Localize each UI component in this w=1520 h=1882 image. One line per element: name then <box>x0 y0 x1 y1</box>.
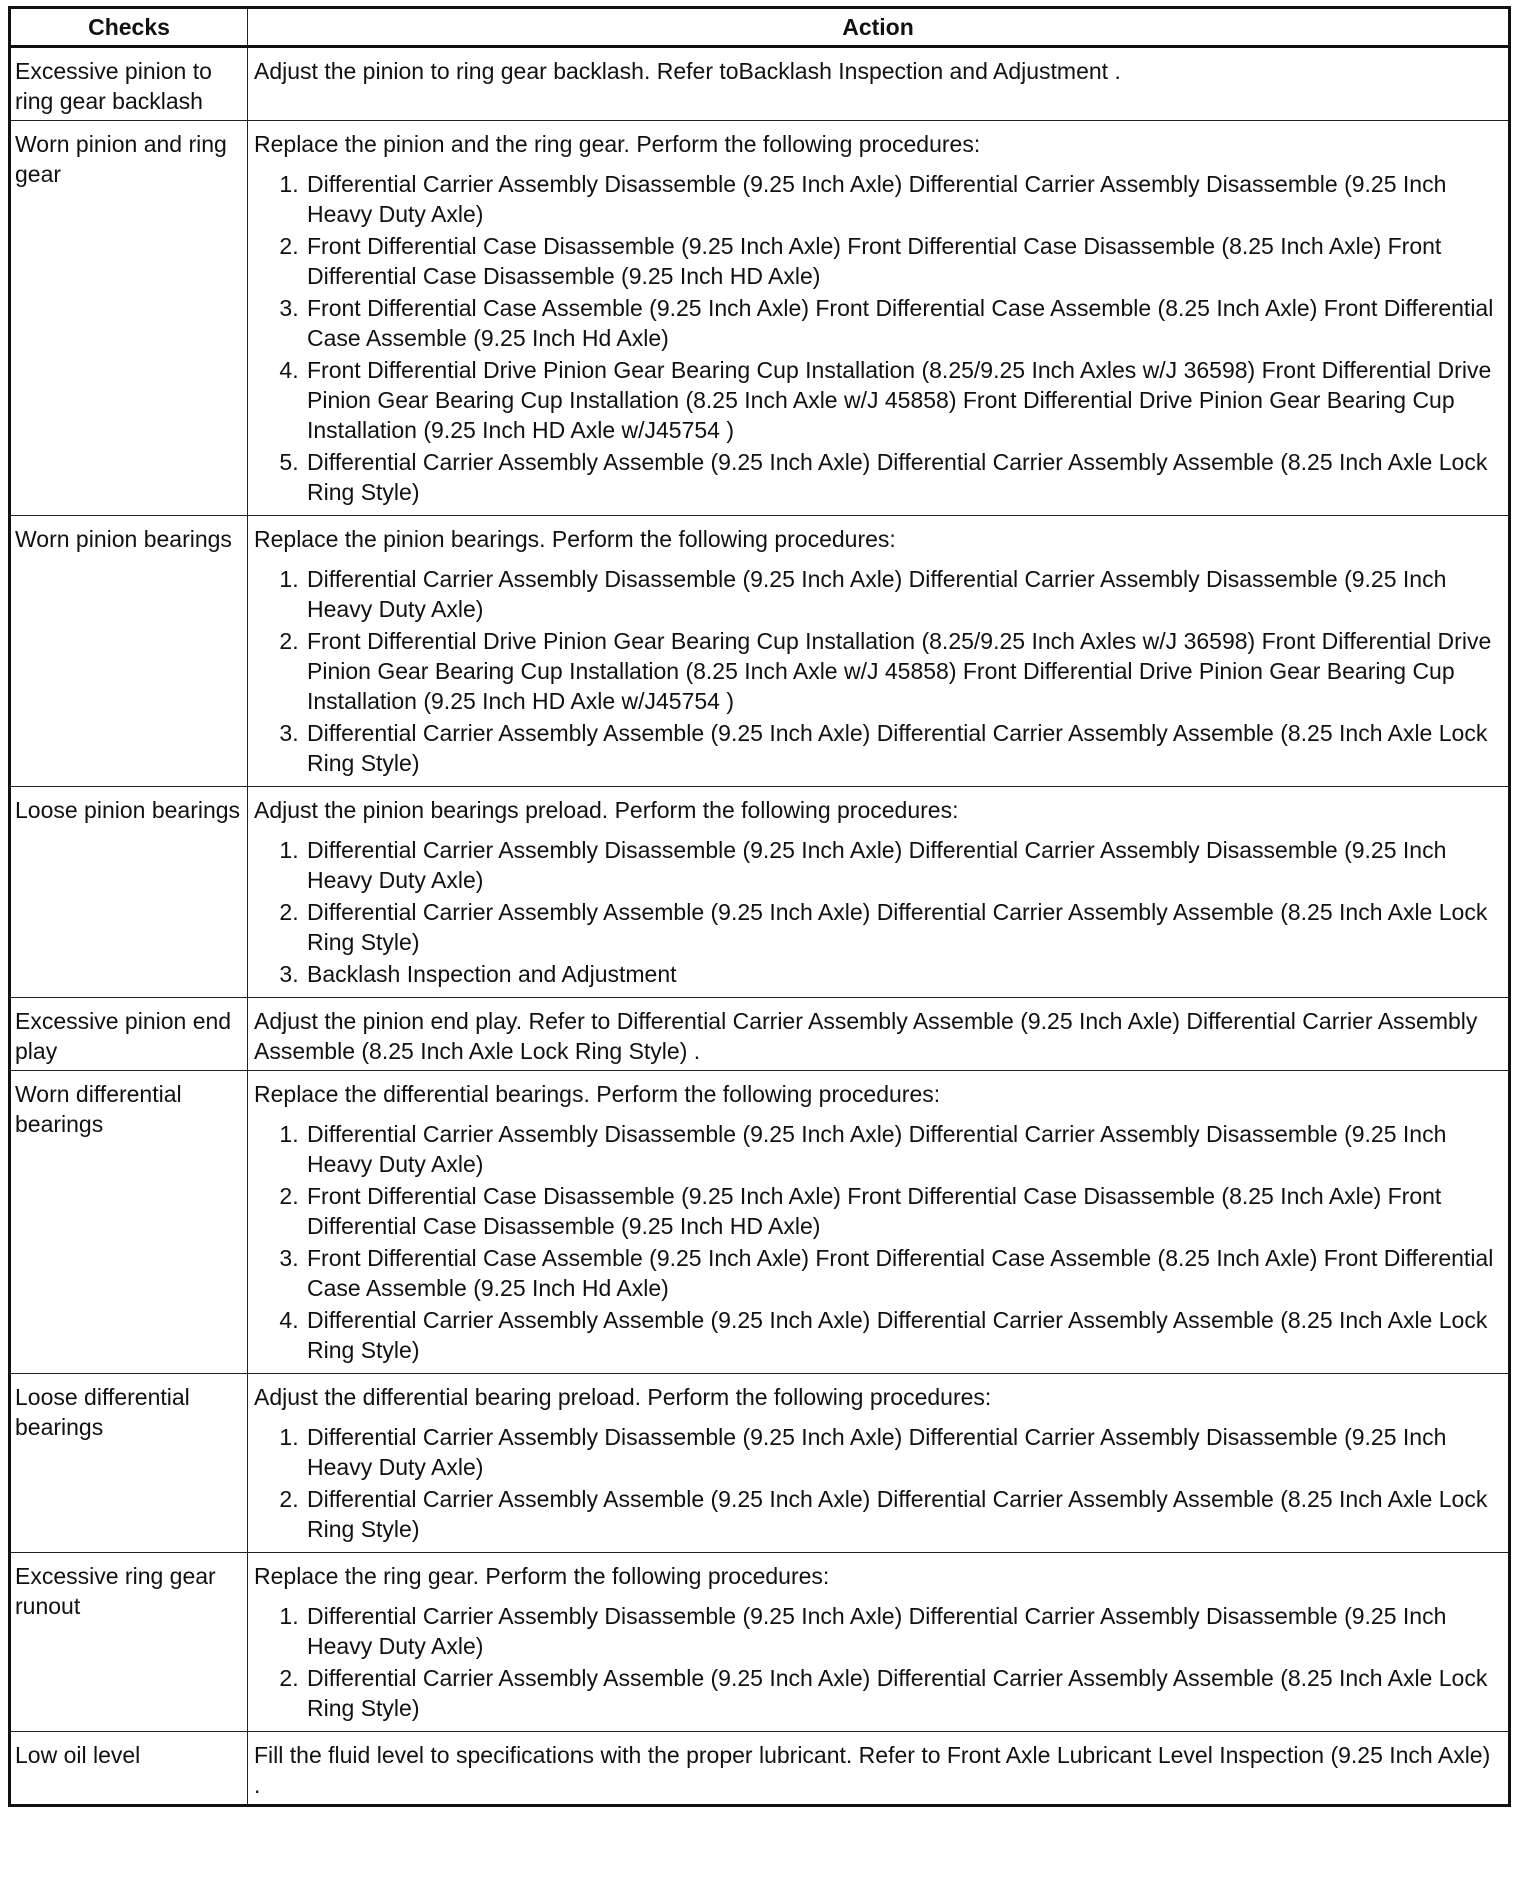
action-cell <box>248 1732 1510 1806</box>
action-cell <box>248 1553 1510 1732</box>
procedure-step: 5. Differential Carrier Assembly Assemble (9.25 Inch Axle) Differential Carrier Assembly Assemble (8.25 Inch Axle Lock Ring Style) <box>305 447 1502 507</box>
procedure-step: 1. Differential Carrier Assembly Disassemble (9.25 Inch Axle) Differential Carrier Assembly Disassemble (9.25 Inch Heavy Duty Axle) <box>305 1119 1502 1179</box>
action-cell <box>248 47 1510 121</box>
action-cell <box>248 998 1510 1071</box>
table-row <box>10 1071 1510 1374</box>
diagnostic-table <box>8 6 1511 1807</box>
procedure-list <box>254 169 1502 507</box>
procedure-step: 3. Differential Carrier Assembly Assemble (9.25 Inch Axle) Differential Carrier Assembly Assemble (8.25 Inch Axle Lock Ring Style) <box>305 718 1502 778</box>
procedure-list <box>254 564 1502 778</box>
procedure-step: 2. Differential Carrier Assembly Assemble (9.25 Inch Axle) Differential Carrier Assembly Assemble (8.25 Inch Axle Lock Ring Style) <box>305 1484 1502 1544</box>
action-text: Replace the pinion and the ring gear. Perform the following procedures: <box>254 131 981 157</box>
check-cell: Excessive pinion end play <box>10 998 248 1071</box>
check-cell: Excessive ring gear runout <box>10 1553 248 1732</box>
action-cell <box>248 516 1510 787</box>
check-cell: Loose differential bearings <box>10 1374 248 1553</box>
procedure-list <box>254 1601 1502 1723</box>
check-cell: Worn pinion and ring gear <box>10 121 248 516</box>
table-row <box>10 1553 1510 1732</box>
action-text: Replace the differential bearings. Perform the following procedures: <box>254 1081 941 1107</box>
procedure-step: 1. Differential Carrier Assembly Disassemble (9.25 Inch Axle) Differential Carrier Assembly Disassemble (9.25 Inch Heavy Duty Axle) <box>305 564 1502 624</box>
table-body <box>10 47 1510 1806</box>
action-text: Adjust the differential bearing preload. Perform the following procedures: <box>254 1384 992 1410</box>
action-text: Adjust the pinion to ring gear backlash. Refer toBacklash Inspection and Adjustment . <box>254 58 1121 84</box>
procedure-step: 4. Differential Carrier Assembly Assemble (9.25 Inch Axle) Differential Carrier Assembly Assemble (8.25 Inch Axle Lock Ring Style) <box>305 1305 1502 1365</box>
table-row <box>10 1374 1510 1553</box>
action-cell <box>248 1071 1510 1374</box>
action-text: Adjust the pinion end play. Refer to Differential Carrier Assembly Assemble (9.25 Inch Axle) Differential Carrier Assembly Assemble (8.25 Inch Axle Lock Ring Style) . <box>254 1008 1478 1064</box>
procedure-step: 1. Differential Carrier Assembly Disassemble (9.25 Inch Axle) Differential Carrier Assembly Disassemble (9.25 Inch Heavy Duty Axle) <box>305 835 1502 895</box>
procedure-step: 2. Front Differential Case Disassemble (9.25 Inch Axle) Front Differential Case Disassemble (8.25 Inch Axle) Front Differential Case Disassemble (9.25 Inch HD Axle) <box>305 231 1502 291</box>
procedure-step: 3. Front Differential Case Assemble (9.25 Inch Axle) Front Differential Case Assemble (8.25 Inch Axle) Front Differential Case Assemble (9.25 Inch Hd Axle) <box>305 293 1502 353</box>
action-column-header: Action <box>248 8 1510 47</box>
action-text: Fill the fluid level to specifications with the proper lubricant. Refer to Front Axle Lubricant Level Inspection (9.25 Inch Axle) . <box>254 1742 1491 1798</box>
action-text: Adjust the pinion bearings preload. Perform the following procedures: <box>254 797 959 823</box>
procedure-step: 2. Front Differential Case Disassemble (9.25 Inch Axle) Front Differential Case Disassemble (8.25 Inch Axle) Front Differential Case Disassemble (9.25 Inch HD Axle) <box>305 1181 1502 1241</box>
action-text: Replace the ring gear. Perform the following procedures: <box>254 1563 830 1589</box>
procedure-step: 1. Differential Carrier Assembly Disassemble (9.25 Inch Axle) Differential Carrier Assembly Disassemble (9.25 Inch Heavy Duty Axle) <box>305 169 1502 229</box>
procedure-list <box>254 1119 1502 1365</box>
action-text: Replace the pinion bearings. Perform the following procedures: <box>254 526 896 552</box>
table-row <box>10 998 1510 1071</box>
action-cell <box>248 121 1510 516</box>
procedure-step: 2. Differential Carrier Assembly Assemble (9.25 Inch Axle) Differential Carrier Assembly Assemble (8.25 Inch Axle Lock Ring Style) <box>305 1663 1502 1723</box>
procedure-list <box>254 1422 1502 1544</box>
procedure-step: 2. Differential Carrier Assembly Assemble (9.25 Inch Axle) Differential Carrier Assembly Assemble (8.25 Inch Axle Lock Ring Style) <box>305 897 1502 957</box>
procedure-step: 1. Differential Carrier Assembly Disassemble (9.25 Inch Axle) Differential Carrier Assembly Disassemble (9.25 Inch Heavy Duty Axle) <box>305 1601 1502 1661</box>
procedure-list <box>254 835 1502 989</box>
action-cell <box>248 787 1510 998</box>
procedure-step: 4. Front Differential Drive Pinion Gear Bearing Cup Installation (8.25/9.25 Inch Axles w/J 36598) Front Differential Drive Pinion Gear Bearing Cup Installation (8.25 Inch Axle w/J 45858) Front Differential Drive Pinion Gear Bearing Cup Installation (9.25 Inch HD Axle w/J45754 ) <box>305 355 1502 445</box>
procedure-step: 2. Front Differential Drive Pinion Gear Bearing Cup Installation (8.25/9.25 Inch Axles w/J 36598) Front Differential Drive Pinion Gear Bearing Cup Installation (8.25 Inch Axle w/J 45858) Front Differential Drive Pinion Gear Bearing Cup Installation (9.25 Inch HD Axle w/J45754 ) <box>305 626 1502 716</box>
table-row <box>10 1732 1510 1806</box>
table-row <box>10 121 1510 516</box>
check-cell: Worn differential bearings <box>10 1071 248 1374</box>
table-row <box>10 47 1510 121</box>
procedure-step: 3. Front Differential Case Assemble (9.25 Inch Axle) Front Differential Case Assemble (8.25 Inch Axle) Front Differential Case Assemble (9.25 Inch Hd Axle) <box>305 1243 1502 1303</box>
check-cell: Low oil level <box>10 1732 248 1806</box>
table-row <box>10 787 1510 998</box>
action-cell <box>248 1374 1510 1553</box>
table-row <box>10 516 1510 787</box>
table-header-row <box>10 8 1510 47</box>
check-cell: Excessive pinion to ring gear backlash <box>10 47 248 121</box>
procedure-step: 3. Backlash Inspection and Adjustment <box>305 959 1502 989</box>
check-cell: Loose pinion bearings <box>10 787 248 998</box>
procedure-step: 1. Differential Carrier Assembly Disassemble (9.25 Inch Axle) Differential Carrier Assembly Disassemble (9.25 Inch Heavy Duty Axle) <box>305 1422 1502 1482</box>
checks-column-header: Checks <box>10 8 248 47</box>
check-cell: Worn pinion bearings <box>10 516 248 787</box>
